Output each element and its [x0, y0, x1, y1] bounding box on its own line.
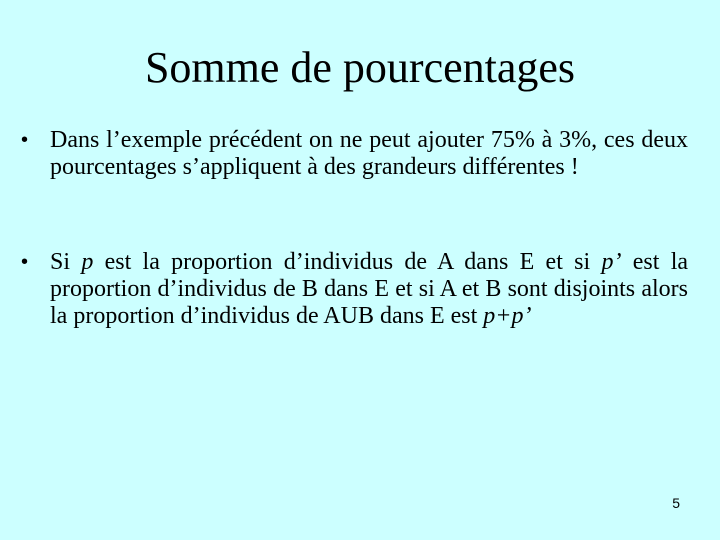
slide-number: 5	[672, 495, 680, 511]
bullet-marker: •	[21, 251, 29, 273]
variable-p-prime: p’	[601, 249, 622, 275]
bullet-item	[21, 127, 688, 181]
variable-sum: p+p’	[483, 303, 532, 329]
bullet-text-segment: est la proportion d’individus de B dans E et si A et B sont disjoints alors la proportion d’individus de AUB dans E est	[50, 249, 689, 329]
bullet-text-segment: est la proportion d’individus de A dans E et si	[93, 249, 602, 275]
bullet-text-segment: Si	[50, 249, 82, 275]
slide-title: Somme de pourcentages	[144, 43, 576, 92]
variable-p: p	[81, 249, 94, 275]
bullet-marker: •	[21, 129, 29, 151]
bullet-text: Dans l’exemple précédent on ne peut ajouter 75% à 3%, ces deux pourcentages s’appliquent à des grandeurs différentes !	[50, 127, 688, 180]
bullet-item	[21, 249, 689, 330]
